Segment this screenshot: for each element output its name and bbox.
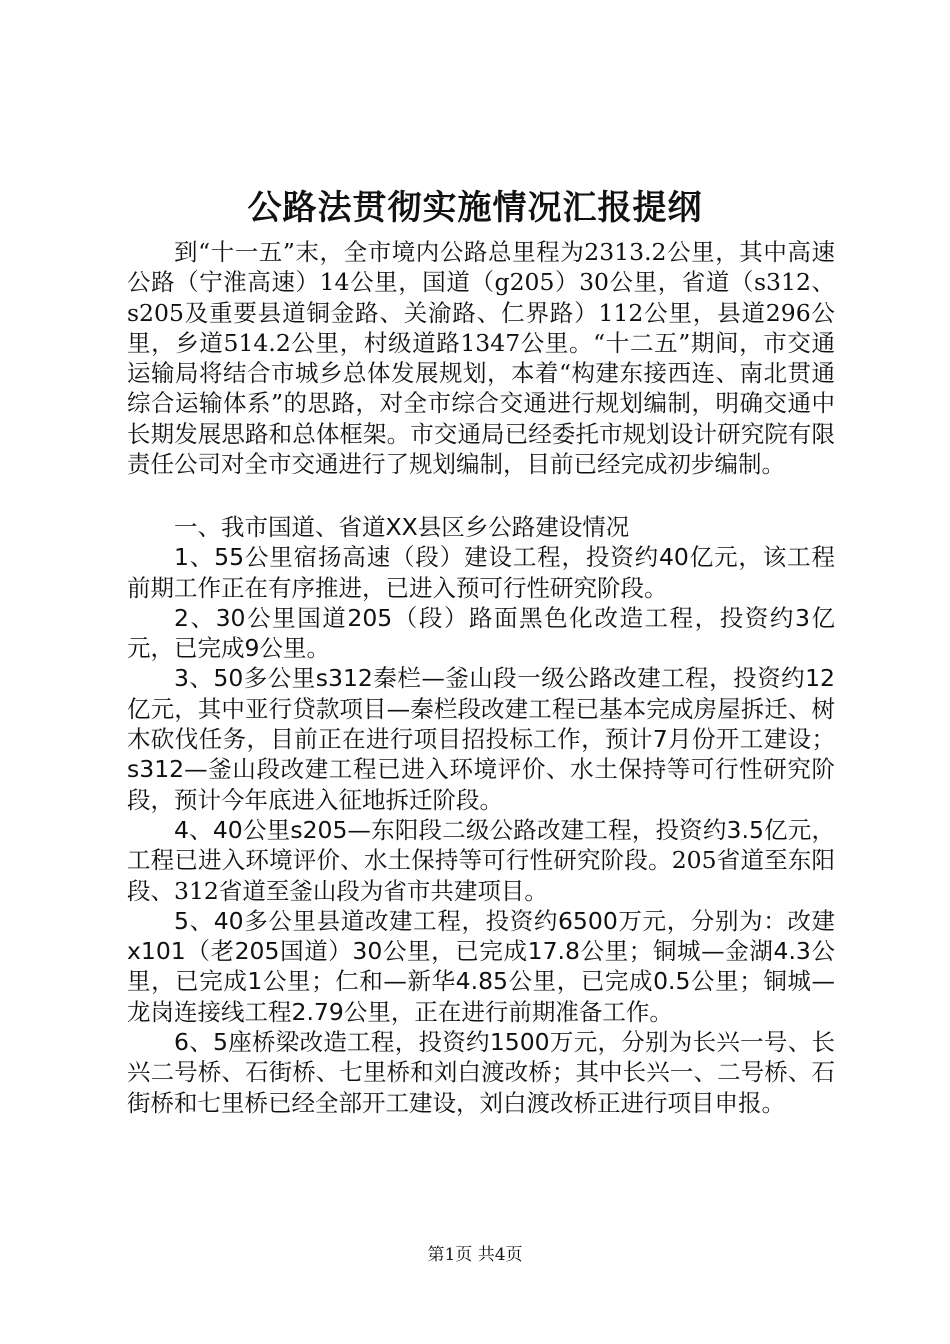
list-item-3: 3、50多公里s312秦栏—釜山段一级公路改建工程，投资约12亿元，其中亚行贷款项目—秦栏段改建工程已基本完成房屋拆迁、树木砍伐任务，目前正在进行项目招投标工作，预计7月份开工建设；s312—釜山段改建工程已进入环境评价、水土保持等可行性研究阶段，预计今年底进入征地拆迁阶段。 [127, 664, 835, 814]
list-item-6: 6、5座桥梁改造工程，投资约1500万元，分别为长兴一号、长兴二号桥、石街桥、七里桥和刘白渡改桥；其中长兴一、二号桥、石街桥和七里桥已经全部开工建设，刘白渡改桥正进行项目申报。 [127, 1028, 835, 1117]
list-item-5: 5、40多公里县道改建工程，投资约6500万元，分别为：改建x101（老205国道）30公里，已完成17.8公里；铜城—金湖4.3公里，已完成1公里；仁和—新华4.85公里，已完成0.5公里；铜城—龙岗连接线工程2.79公里，正在进行前期准备工作。 [127, 906, 835, 1026]
list-item-4-text: 4、40公里s205—东阳段二级公路改建工程，投资约3.5亿元，工程已进入环境评价、水土保持等可行性研究阶段。 [127, 815, 835, 875]
intro-paragraph: 到“十一五”末，全市境内公路总里程为2313.2公里，其中高速公路（宁淮高速）14公里，国道（g205）30公里，省道（s312、s205及重要县道铜金路、关渝路、仁界路）112公里，县道296公里，乡道514.2公里，村级道路1347公里。“十二五”期间，市交通运输局将结合市城乡总体发展规划，本着“构建东接西连、南北贯通综合运输体系”的思路，对全市综合交通进行规划编制，明确交通中长期发展思路和总体框架。市交通局已经委托市规划设计研究院有限责任公司对全市交通进行了规划编制，目前已经完成初步编制。 [127, 238, 835, 479]
page-indicator: 第1页 共4页 [427, 1245, 523, 1265]
list-item-1: 1、55公里宿扬高速（段）建设工程，投资约40亿元，该工程前期工作正在有序推进，已进入预可行性研究阶段。 [127, 543, 835, 602]
list-item-2: 2、30公里国道205（段）路面黑色化改造工程，投资约3亿元，已完成9公里。 [127, 603, 835, 663]
document-title: 公路法贯彻实施情况汇报提纲 [247, 188, 703, 228]
list-item-4-note: 205省道至东阳段、312省道至釜山段为省市共建项目。 [127, 846, 836, 905]
list-item-4 [127, 815, 835, 906]
main-content [127, 512, 835, 1118]
section-heading: 一、我市国道、省道XX县区乡公路建设情况 [174, 513, 630, 541]
intro-block [127, 237, 835, 479]
